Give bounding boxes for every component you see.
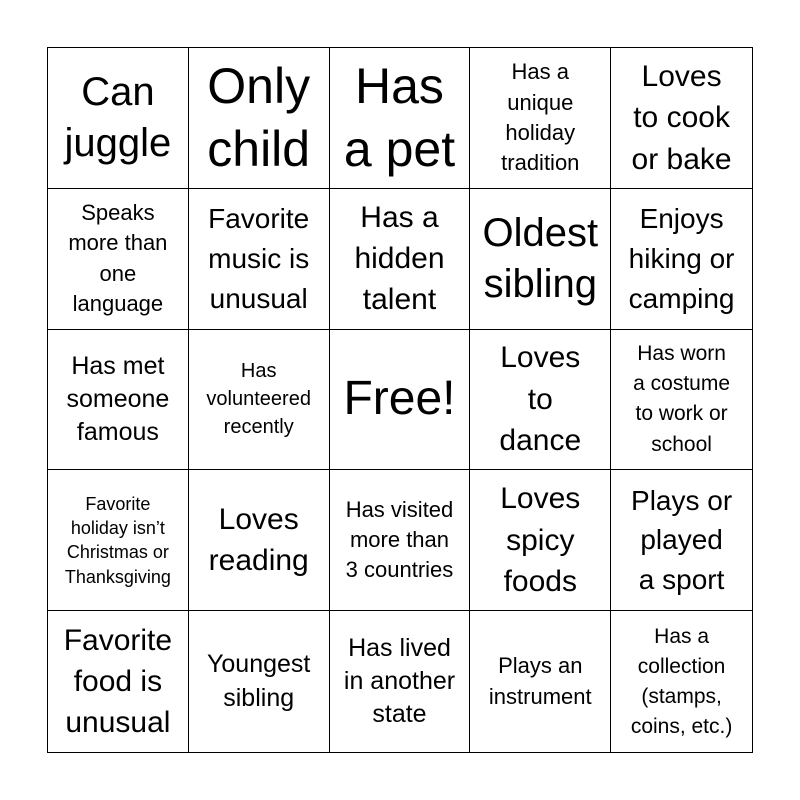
free-space-cell[interactable] <box>330 330 471 471</box>
cell-label: Can juggle <box>64 70 172 165</box>
bingo-cell[interactable] <box>330 189 471 330</box>
cell-label: Has a pet <box>343 58 456 177</box>
cell-label: Favorite music is unusual <box>208 203 310 314</box>
cell-label: Favorite holiday isn’t Christmas or Thanksgiving <box>64 493 171 587</box>
bingo-cell[interactable] <box>48 189 189 330</box>
bingo-cell[interactable] <box>330 470 471 611</box>
bingo-cell[interactable] <box>48 470 189 611</box>
bingo-cell[interactable] <box>48 330 189 471</box>
bingo-cell[interactable] <box>470 189 611 330</box>
bingo-cell[interactable] <box>611 189 752 330</box>
bingo-cell[interactable] <box>189 330 330 471</box>
cell-label: Favorite food is unusual <box>63 623 173 740</box>
cell-label: Loves reading <box>208 502 309 578</box>
cell-label: Has met someone famous <box>66 351 170 447</box>
bingo-cell[interactable] <box>611 470 752 611</box>
bingo-cell[interactable] <box>48 611 189 752</box>
cell-label: Loves to dance <box>499 341 582 458</box>
bingo-cell[interactable] <box>330 48 471 189</box>
bingo-cell[interactable] <box>470 611 611 752</box>
cell-label: Youngest sibling <box>207 650 311 712</box>
cell-label: Only child <box>207 58 311 177</box>
cell-label: Loves to cook or bake <box>631 59 732 176</box>
cell-label: Has a unique holiday tradition <box>501 59 580 176</box>
cell-label: Speaks more than one language <box>68 199 168 317</box>
bingo-cell[interactable] <box>470 470 611 611</box>
cell-label: Enjoys hiking or camping <box>628 203 735 314</box>
bingo-cell[interactable] <box>470 330 611 471</box>
bingo-cell[interactable] <box>611 611 752 752</box>
cell-label: Has worn a costume to work or school <box>633 342 731 456</box>
bingo-cell[interactable] <box>470 48 611 189</box>
cell-label: Loves spicy foods <box>500 482 581 598</box>
cell-label: Has visited more than 3 countries <box>345 496 454 583</box>
cell-label: Oldest sibling <box>482 210 599 306</box>
cell-label: Has a collection (stamps, coins, etc.) <box>630 624 733 738</box>
bingo-cell[interactable] <box>611 330 752 471</box>
free-space-label: Free! <box>343 372 456 426</box>
bingo-cell[interactable] <box>330 611 471 752</box>
bingo-cell[interactable] <box>189 470 330 611</box>
cell-label: Plays an instrument <box>488 653 592 709</box>
bingo-cell[interactable] <box>189 48 330 189</box>
cell-label: Has lived in another state <box>343 633 456 729</box>
bingo-cell[interactable] <box>611 48 752 189</box>
cell-label: Has a hidden talent <box>354 200 445 317</box>
cell-label: Has volunteered recently <box>206 360 311 439</box>
bingo-board <box>47 47 753 753</box>
bingo-cell[interactable] <box>189 189 330 330</box>
bingo-cell[interactable] <box>48 48 189 189</box>
bingo-cell[interactable] <box>189 611 330 752</box>
cell-label: Plays or played a sport <box>631 484 733 596</box>
